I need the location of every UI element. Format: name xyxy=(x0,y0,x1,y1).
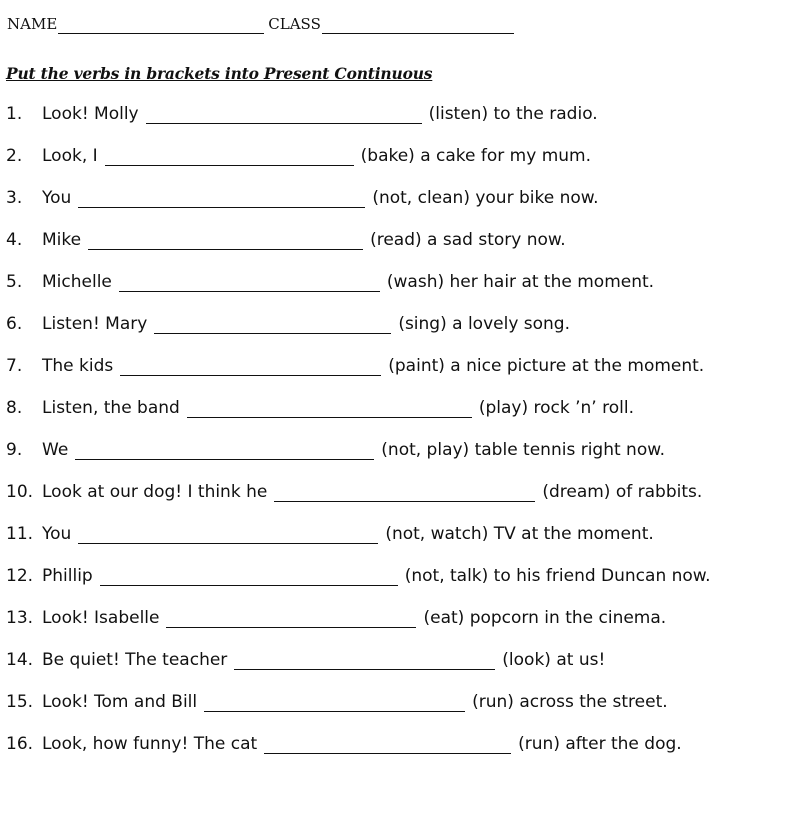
item-text-before: Be quiet! The teacher xyxy=(42,650,228,670)
class-label: CLASS xyxy=(268,15,321,33)
item-text-after: (not, talk) to his friend Duncan now. xyxy=(404,566,711,586)
item-text-after: (not, play) table tennis right now. xyxy=(381,440,665,460)
item-number: 7. xyxy=(6,356,23,376)
answer-blank[interactable] xyxy=(88,229,363,250)
item-text-after: (run) after the dog. xyxy=(518,734,682,754)
item-text-before: Listen! Mary xyxy=(42,314,148,334)
item-text-after: (bake) a cake for my mum. xyxy=(360,146,592,166)
item-number: 15. xyxy=(6,692,34,712)
item-number: 12. xyxy=(6,566,34,586)
exercise-item xyxy=(6,268,654,292)
item-text-after: (read) a sad story now. xyxy=(370,230,566,250)
exercise-item xyxy=(6,142,591,166)
exercise-item xyxy=(6,604,666,628)
item-number: 10. xyxy=(6,482,34,502)
item-text-after: (paint) a nice picture at the moment. xyxy=(388,356,705,376)
item-text-after: (eat) popcorn in the cinema. xyxy=(423,608,667,628)
item-number: 8. xyxy=(6,398,23,418)
item-text-before: Look! Tom and Bill xyxy=(42,692,198,712)
item-text-before: You xyxy=(42,188,72,208)
exercise-item xyxy=(6,688,668,712)
item-text-before: Listen, the band xyxy=(42,398,180,418)
exercise-item xyxy=(6,352,704,376)
name-label: NAME xyxy=(7,15,58,33)
item-text-before: Look at our dog! I think he xyxy=(42,482,268,502)
item-number: 2. xyxy=(6,146,23,166)
exercise-item xyxy=(6,310,570,334)
item-text-after: (not, clean) your bike now. xyxy=(372,188,599,208)
item-text-after: (look) at us! xyxy=(502,650,606,670)
answer-blank[interactable] xyxy=(204,691,465,712)
item-text-before: The kids xyxy=(42,356,114,376)
item-text-after: (listen) to the radio. xyxy=(428,104,598,124)
item-text-before: Look, I xyxy=(42,146,98,166)
answer-blank[interactable] xyxy=(234,649,495,670)
exercise-item xyxy=(6,478,702,502)
answer-blank[interactable] xyxy=(75,439,374,460)
item-text-after: (sing) a lovely song. xyxy=(398,314,571,334)
answer-blank[interactable] xyxy=(78,523,378,544)
item-text-before: Phillip xyxy=(42,566,93,586)
answer-blank[interactable] xyxy=(78,187,365,208)
answer-blank[interactable] xyxy=(119,271,380,292)
exercise-item xyxy=(6,394,634,418)
exercise-item xyxy=(6,436,665,460)
instruction-heading: Put the verbs in brackets into Present Continuous xyxy=(6,64,433,83)
item-number: 6. xyxy=(6,314,23,334)
answer-blank[interactable] xyxy=(187,397,472,418)
item-text-before: Look! Isabelle xyxy=(42,608,160,628)
answer-blank[interactable] xyxy=(146,103,422,124)
answer-blank[interactable] xyxy=(100,565,398,586)
item-text-before: Mike xyxy=(42,230,82,250)
exercise-item xyxy=(6,184,599,208)
item-text-before: Michelle xyxy=(42,272,112,292)
item-number: 16. xyxy=(6,734,34,754)
answer-blank[interactable] xyxy=(274,481,535,502)
item-number: 5. xyxy=(6,272,23,292)
item-text-after: (play) rock ’n’ roll. xyxy=(478,398,634,418)
answer-blank[interactable] xyxy=(166,607,416,628)
item-number: 3. xyxy=(6,188,23,208)
item-text-after: (wash) her hair at the moment. xyxy=(386,272,655,292)
item-number: 14. xyxy=(6,650,34,670)
item-number: 9. xyxy=(6,440,23,460)
exercise-item xyxy=(6,520,654,544)
item-number: 13. xyxy=(6,608,34,628)
answer-blank[interactable] xyxy=(120,355,381,376)
item-text-before: Look! Molly xyxy=(42,104,139,124)
item-text-before: Look, how funny! The cat xyxy=(42,734,258,754)
item-number: 4. xyxy=(6,230,23,250)
item-text-after: (run) across the street. xyxy=(472,692,668,712)
answer-blank[interactable] xyxy=(154,313,391,334)
item-text-before: You xyxy=(42,524,72,544)
item-text-after: (dream) of rabbits. xyxy=(542,482,703,502)
exercise-item xyxy=(6,730,682,754)
exercise-item xyxy=(6,100,598,124)
exercise-item xyxy=(6,646,605,670)
item-text-before: We xyxy=(42,440,69,460)
answer-blank[interactable] xyxy=(105,145,354,166)
item-number: 11. xyxy=(6,524,34,544)
exercise-item xyxy=(6,226,566,250)
exercise-item xyxy=(6,562,711,586)
answer-blank[interactable] xyxy=(264,733,511,754)
item-text-after: (not, watch) TV at the moment. xyxy=(385,524,654,544)
item-number: 1. xyxy=(6,104,23,124)
